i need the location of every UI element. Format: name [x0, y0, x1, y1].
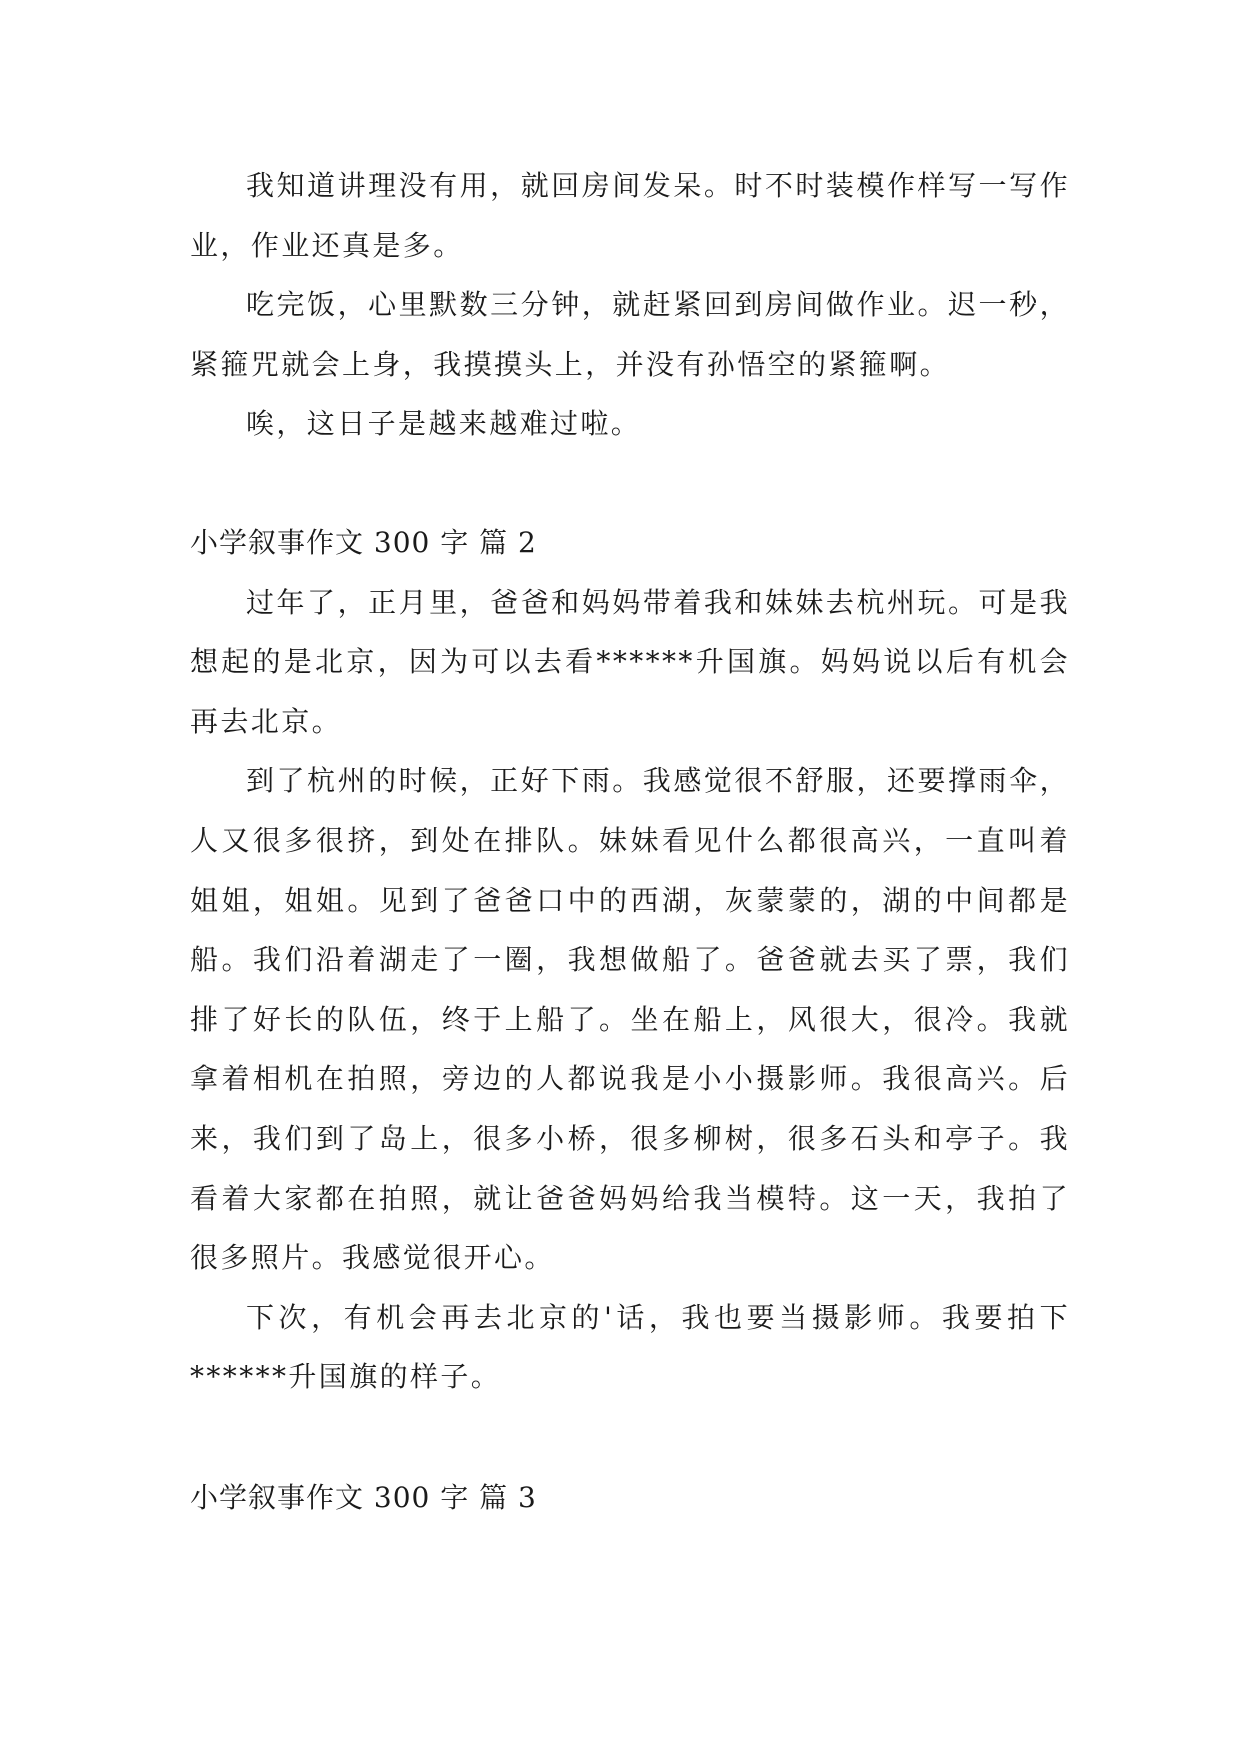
document-page	[190, 156, 1070, 1527]
paragraph: 唉，这日子是越来越难过啦。	[246, 407, 642, 441]
paragraph: 我知道讲理没有用，就回房间发呆。时不时装模作样写一写作业，作业还真是多。	[190, 169, 1070, 262]
paragraph: 吃完饭，心里默数三分钟，就赶紧回到房间做作业。迟一秒，紧箍咒就会上身，我摸摸头上，并没有孙悟空的紧箍啊。	[190, 288, 1070, 381]
section-heading: 小学叙事作文 300 字 篇 3	[190, 1480, 537, 1514]
paragraph: 过年了，正月里，爸爸和妈妈带着我和妹妹去杭州玩。可是我想起的是北京，因为可以去看******升国旗。妈妈说以后有机会再去北京。	[190, 585, 1070, 738]
section-heading: 小学叙事作文 300 字 篇 2	[190, 525, 537, 559]
paragraph: 到了杭州的时候，正好下雨。我感觉很不舒服，还要撑雨伞，人又很多很挤，到处在排队。妹妹看见什么都很高兴，一直叫着姐姐，姐姐。见到了爸爸口中的西湖，灰蒙蒙的，湖的中间都是船。我们沿着湖走了一圈，我想做船了。爸爸就去买了票，我们排了好长的队伍，终于上船了。坐在船上，风很大，很冷。我就拿着相机在拍照，旁边的人都说我是小小摄影师。我很高兴。后来，我们到了岛上，很多小桥，很多柳树，很多石头和亭子。我看着大家都在拍照，就让爸爸妈妈给我当模特。这一天，我拍了很多照片。我感觉很开心。	[190, 764, 1070, 1275]
paragraph: 下次，有机会再去北京的'话，我也要当摄影师。我要拍下******升国旗的样子。	[190, 1300, 1070, 1394]
